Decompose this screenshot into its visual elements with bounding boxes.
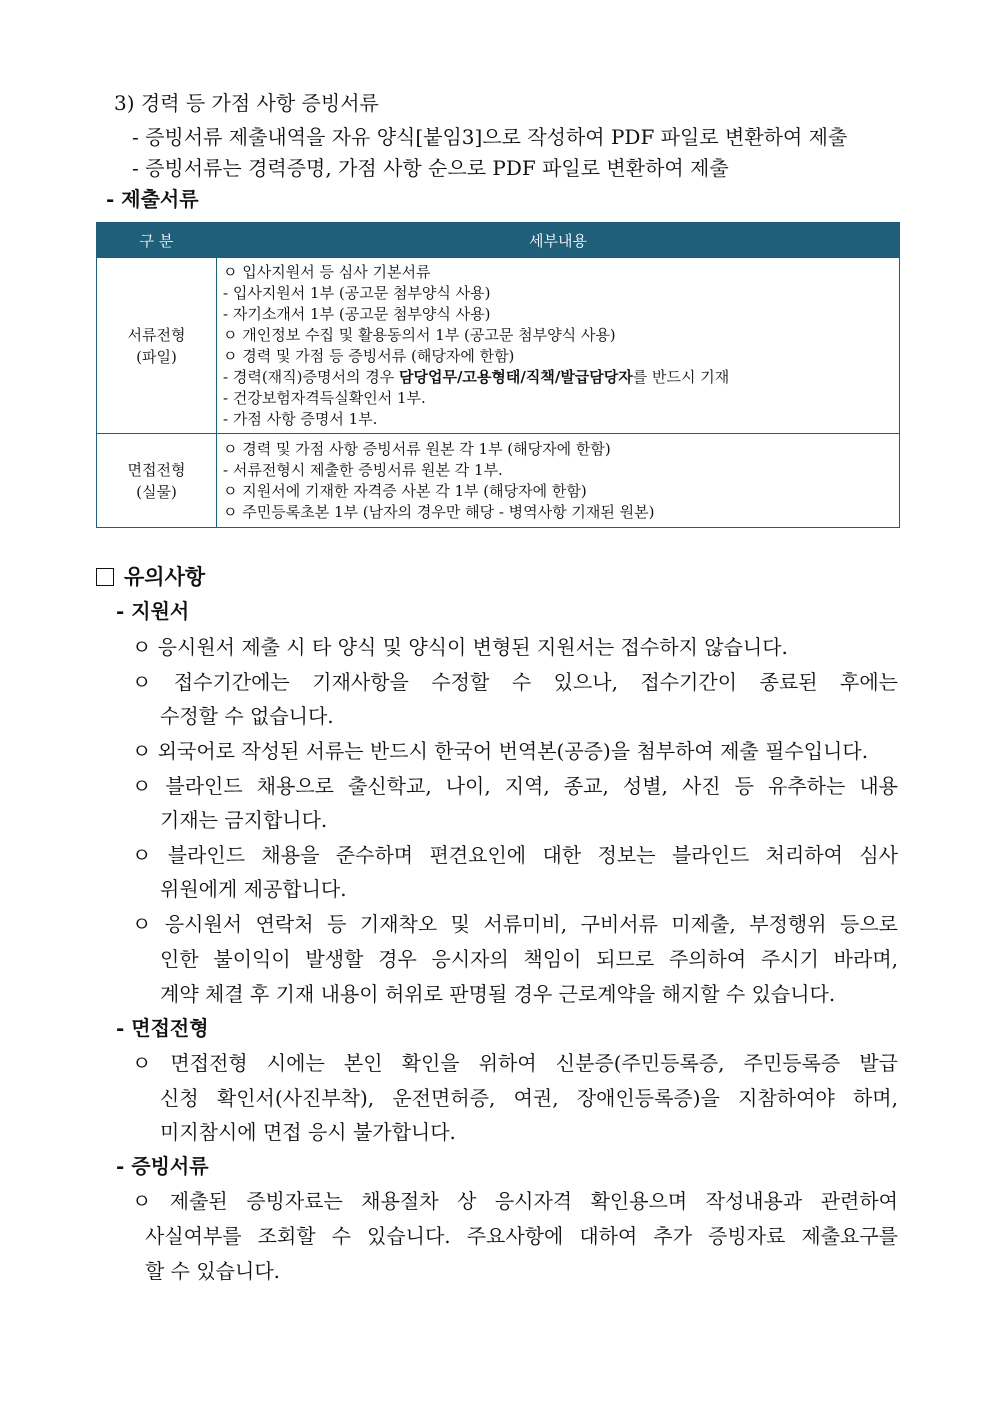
notes-title-row bbox=[96, 562, 205, 592]
note-paragraph-cont: 수정할 수 없습니다. bbox=[160, 704, 334, 728]
header-category: 구 분 bbox=[97, 223, 217, 258]
note-paragraph: ㅇ 접수기간에는 기재사항을 수정할 수 있으나, 접수기간이 종료된 후에는 bbox=[132, 670, 898, 694]
note-paragraph-cont: 신청 확인서(사진부착), 운전면허증, 여권, 장애인등록증)을 지참하여야 하며, bbox=[160, 1086, 898, 1110]
details-cell bbox=[217, 258, 900, 434]
note-paragraph: ㅇ 제출된 증빙자료는 채용절차 상 응시자격 확인용으며 작성내용과 관련하여 bbox=[132, 1189, 898, 1213]
applications-heading: - 지원서 bbox=[116, 599, 190, 623]
note-paragraph: ㅇ 외국어로 작성된 서류는 반드시 한국어 번역본(공증)을 첨부하여 제출 필수입니다. bbox=[132, 739, 869, 763]
note-paragraph-cont: 위원에게 제공합니다. bbox=[160, 877, 347, 901]
details-cell bbox=[217, 434, 900, 528]
table-header-row bbox=[97, 223, 900, 258]
note-paragraph-cont: 계약 체결 후 기재 내용이 허위로 판명될 경우 근로계약을 해지할 수 있습니다. bbox=[160, 982, 836, 1006]
note-paragraph: ㅇ 면접전형 시에는 본인 확인을 위하여 신분증(주민등록증, 주민등록증 발급 bbox=[132, 1051, 898, 1075]
career-prefix: - 경력(재직)증명서의 경우 bbox=[223, 367, 399, 386]
note-paragraph-cont: 인한 불이익이 발생할 경우 응시자의 책임이 되므로 주의하여 주시기 바라며, bbox=[160, 947, 898, 971]
table-row bbox=[97, 258, 900, 434]
note-paragraph: ㅇ 응시원서 연락처 등 기재착오 및 서류미비, 구비서류 미제출, 부정행위 등으로 bbox=[132, 912, 898, 936]
note-paragraph-cont: 사실여부를 조회할 수 있습니다. 주요사항에 대하여 추가 증빙자료 제출요구를 bbox=[145, 1224, 898, 1248]
note-paragraph: ㅇ 블라인드 채용으로 출신학교, 나이, 지역, 종교, 성별, 사진 등 유추하는 내용 bbox=[132, 774, 898, 798]
detail-line: ㅇ 지원서에 기재한 자격증 사본 각 1부 (해당자에 한함) bbox=[223, 481, 587, 500]
detail-line: - 가점 사항 증명서 1부. bbox=[223, 409, 378, 428]
category-label: 면접전형 bbox=[127, 460, 186, 479]
interview-heading: - 면접전형 bbox=[116, 1016, 209, 1040]
detail-line: ㅇ 주민등록초본 1부 (남자의 경우만 해당 - 병역사항 기재된 원본) bbox=[223, 502, 655, 521]
category-type: (실물) bbox=[136, 482, 177, 501]
note-paragraph-cont: 할 수 있습니다. bbox=[145, 1259, 280, 1283]
evidence-heading: - 증빙서류 bbox=[116, 1154, 209, 1178]
docs-heading: - 제출서류 bbox=[106, 187, 199, 211]
detail-line: - 건강보험자격득실확인서 1부. bbox=[223, 388, 426, 407]
section-item-3: 3) 경력 등 가점 사항 증빙서류 bbox=[114, 91, 379, 115]
submission-docs-table bbox=[96, 222, 900, 528]
detail-line: ㅇ 경력 및 가점 등 증빙서류 (해당자에 한함) bbox=[223, 346, 515, 365]
career-required-fields: 담당업무/고용형태/직책/발급담당자 bbox=[398, 367, 633, 386]
detail-line: ㅇ 경력 및 가점 사항 증빙서류 원본 각 1부 (해당자에 한함) bbox=[223, 439, 611, 458]
detail-line: - 입사지원서 1부 (공고문 첨부양식 사용) bbox=[223, 283, 491, 302]
checkbox-square-icon bbox=[96, 568, 114, 586]
detail-line: ㅇ 개인정보 수집 및 활용동의서 1부 (공고문 첨부양식 사용) bbox=[223, 325, 616, 344]
detail-line: ㅇ 입사지원서 등 심사 기본서류 bbox=[223, 262, 431, 281]
note-paragraph-cont: 미지참시에 면접 응시 불가합니다. bbox=[160, 1120, 456, 1144]
category-cell bbox=[97, 434, 217, 528]
category-label: 서류전형 bbox=[127, 325, 186, 344]
table-row bbox=[97, 434, 900, 528]
detail-line-career bbox=[223, 367, 899, 388]
category-cell bbox=[97, 258, 217, 434]
career-suffix: 를 반드시 기재 bbox=[632, 367, 730, 386]
note-paragraph-cont: 기재는 금지합니다. bbox=[160, 808, 328, 832]
category-type: (파일) bbox=[136, 347, 177, 366]
header-details: 세부내용 bbox=[217, 223, 900, 258]
detail-line: - 서류전형시 제출한 증빙서류 원본 각 1부. bbox=[223, 460, 503, 479]
item3-sub-2: - 증빙서류는 경력증명, 가점 사항 순으로 PDF 파일로 변환하여 제출 bbox=[132, 156, 729, 180]
note-paragraph: ㅇ 블라인드 채용을 준수하며 편견요인에 대한 정보는 블라인드 처리하여 심사 bbox=[132, 843, 898, 867]
item3-sub-1: - 증빙서류 제출내역을 자유 양식[붙임3]으로 작성하여 PDF 파일로 변환하여 제출 bbox=[132, 125, 848, 149]
detail-line: - 자기소개서 1부 (공고문 첨부양식 사용) bbox=[223, 304, 491, 323]
note-paragraph: ㅇ 응시원서 제출 시 타 양식 및 양식이 변형된 지원서는 접수하지 않습니다. bbox=[132, 635, 788, 659]
notes-title: 유의사항 bbox=[124, 564, 206, 589]
